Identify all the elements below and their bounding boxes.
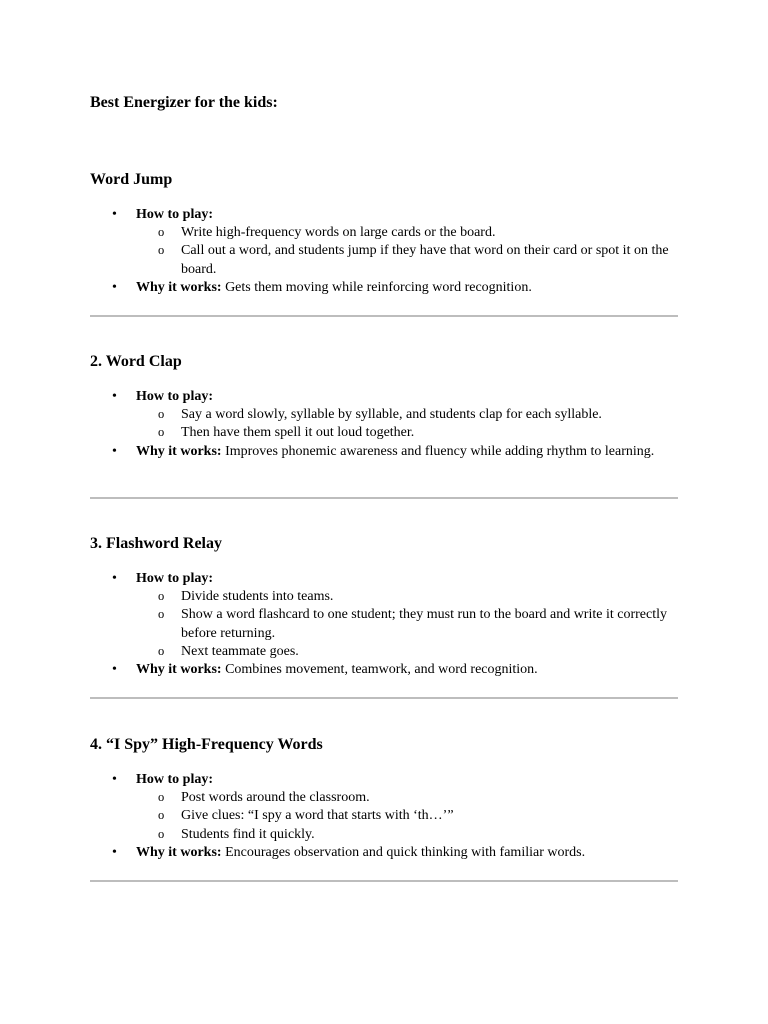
step-item: o Give clues: “I spy a word that starts with ‘th…’”: [136, 807, 680, 825]
why-it-works-label: Why it works:: [136, 279, 222, 295]
why-it-works-text: Combines movement, teamwork, and word recognition.: [225, 662, 538, 678]
why-it-works-label: Why it works:: [136, 844, 222, 860]
step-item: o Show a word flashcard to one student; they must run to the board and write it correctly before returning.: [136, 606, 680, 642]
step-item: o Next teammate goes.: [136, 643, 680, 661]
steps-list: [136, 588, 680, 661]
step-item: o Say a word slowly, syllable by syllable, and students clap for each syllable.: [136, 406, 680, 424]
why-it-works-item: [90, 443, 680, 461]
why-it-works-item: [90, 661, 680, 679]
how-to-play-label: How to play:: [136, 571, 213, 586]
step-item: o Write high-frequency words on large cards or the board.: [136, 224, 680, 242]
step-item: o Divide students into teams.: [136, 588, 680, 606]
how-to-play-label: How to play:: [136, 772, 213, 787]
section-word-clap: [90, 352, 680, 461]
why-it-works-item: [90, 844, 680, 862]
section-heading: 3. Flashword Relay: [90, 535, 222, 552]
why-it-works-text: Encourages observation and quick thinking with familiar words.: [225, 844, 586, 860]
section-list: [90, 388, 680, 461]
section-list: [90, 206, 680, 297]
document-title: Best Energizer for the kids:: [90, 94, 278, 111]
steps-list: [136, 406, 680, 442]
step-item: o Then have them spell it out loud together.: [136, 424, 680, 442]
why-it-works-text: Improves phonemic awareness and fluency while adding rhythm to learning.: [225, 443, 655, 459]
step-item: o Post words around the classroom.: [136, 789, 680, 807]
section-list: [90, 570, 680, 679]
section-list: [90, 771, 680, 862]
how-to-play-label: How to play:: [136, 207, 213, 222]
how-to-play-item: [90, 570, 680, 661]
why-it-works-label: Why it works:: [136, 662, 222, 678]
section-divider: [90, 315, 678, 317]
section-heading: 4. “I Spy” High-Frequency Words: [90, 736, 323, 753]
why-it-works-item: [90, 279, 680, 297]
section-divider: [90, 497, 678, 499]
step-item: o Call out a word, and students jump if they have that word on their card or spot it on the board.: [136, 242, 680, 278]
section-word-jump: [90, 170, 680, 297]
how-to-play-item: [90, 388, 680, 443]
steps-list: [136, 224, 680, 279]
section-flashword-relay: [90, 534, 680, 679]
section-i-spy: [90, 735, 680, 862]
why-it-works-text: Gets them moving while reinforcing word recognition.: [225, 279, 532, 295]
section-divider: [90, 697, 678, 699]
how-to-play-item: [90, 206, 680, 279]
section-heading: 2. Word Clap: [90, 353, 182, 370]
how-to-play-item: [90, 771, 680, 844]
steps-list: [136, 789, 680, 844]
how-to-play-label: How to play:: [136, 389, 213, 404]
section-divider: [90, 880, 678, 882]
why-it-works-label: Why it works:: [136, 443, 222, 459]
step-item: o Students find it quickly.: [136, 826, 680, 844]
section-heading: Word Jump: [90, 171, 173, 188]
